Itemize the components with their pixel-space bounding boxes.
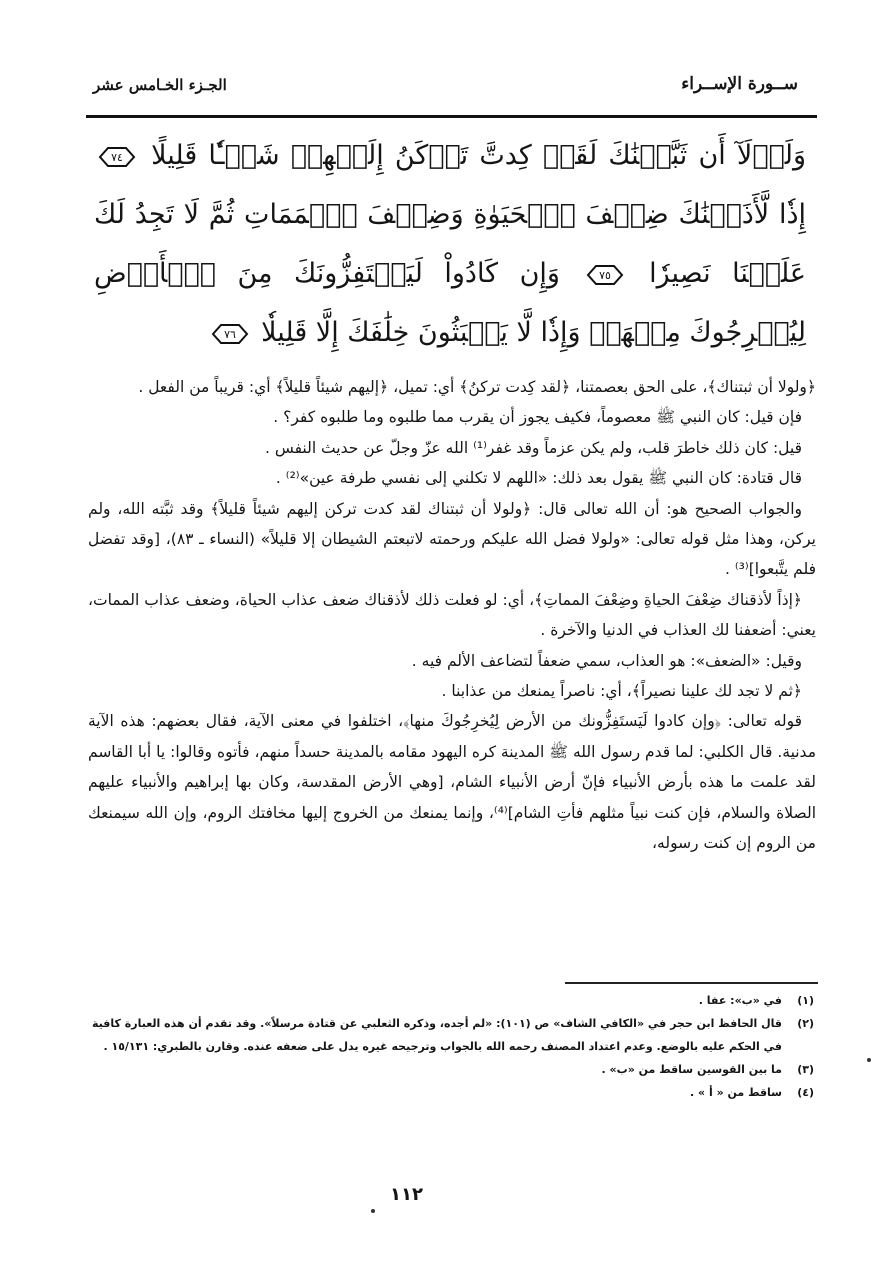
- scan-speck: [371, 1209, 375, 1213]
- page-number: ١١٢: [390, 1184, 423, 1205]
- svg-text:٧٥: ٧٥: [598, 268, 611, 282]
- paragraph-3: قيل: كان ذلك خاطرَ قلب، ولم يكن عزماً وقد غفر⁽¹⁾ الله عزّ وجلّ عن حديث النفس .: [264, 438, 802, 457]
- footnote-rule: [565, 982, 818, 984]
- ayah-marker-75: [586, 263, 624, 287]
- surah-header: ســورة الإســراء: [681, 74, 798, 94]
- footnote-text: ساقط من « أ » .: [690, 1086, 782, 1099]
- header-rule: [86, 115, 817, 118]
- footnote-number: (١): [797, 994, 814, 1007]
- svg-text:٧٦: ٧٦: [223, 327, 236, 341]
- paragraph-5: والجواب الصحيح هو: أن الله تعالى قال: ﴿ولولا أن ثبتناك لقد كدت تركن إليهم شيئاً قليلاً﴾ وقد ثبَّته الله، ولم يركن، وهذا مثل قوله تعالى: «ولولا فضل الله عليكم ورحمته لاتبعتم الشيطان إلا قليلاً» (النساء ـ ٨٣)، [وقد تفضل فلم يتَّبعوا]⁽³⁾ .: [88, 499, 816, 579]
- paragraph-7: وقيل: «الضعف»: هو العذاب، سمي ضعفاً لتضاعف الألم فيه .: [411, 651, 802, 670]
- paragraph-6: ﴿إذاً لأذقناك ضِعْفَ الحياةِ وضِعْفَ المماتِ﴾، أي: لو فعلت ذلك لأذقناك ضعف عذاب الحياة، وضعف عذاب الممات، يعني: أضعفنا لك العذاب في الدنيا والآخرة .: [88, 590, 816, 640]
- footnote-4: [92, 1081, 814, 1104]
- scan-speck: [867, 1058, 871, 1062]
- footnote-1: [92, 989, 814, 1012]
- paragraph-9: قوله تعالى: ﴿وإن كادوا لَيَستَفِزُّونك من الأرض لِيُخرِجُوكَ منها﴾، اختلفوا في معنى الآية، فقال بعضهم: هذه الآية مدنية. قال الكلبي: لما قدم رسول الله ﷺ المدينة كره اليهود مقامه بالمدينة حسداً منهم، فأتوه وقالوا: يا أبا القاسم لقد علمت ما هذه بأرض الأنبياء فإنّ أرض الأنبياء الشام، [وهي الأرض المقدسة، وكان بها إبراهيم والأنبياء عليهم الصلاة والسلام، فإن كنت نبياً مثلهم فأتِ الشام]⁽⁴⁾، وإنما يمنعك من الخروج إليها مخافتك الروم، وإن الله سيمنعك من الروم إن كنت رسوله،: [88, 712, 816, 853]
- paragraph-8: ﴿ثم لا تجد لك علينا نصيراً﴾، أي: ناصراً يمنعك من عذابنا .: [441, 682, 802, 701]
- footnotes: [92, 989, 814, 1104]
- footnote-text: ما بين القوسين ساقط من «ب» .: [601, 1063, 782, 1076]
- ayah-ornament-icon: [586, 263, 624, 287]
- ayah-marker-74: [98, 145, 136, 169]
- footnote-2: [92, 1012, 814, 1058]
- footnote-number: (٤): [797, 1086, 814, 1099]
- verse-75-text: إِذٗا لَّأَذَقۡنَٰكَ ضِعۡفَ ٱلۡحَيَوٰةِ وَضِعۡفَ ٱلۡمَمَاتِ ثُمَّ لَا تَجِدُ لَكَ عَلَيۡنَا نَصِيرٗا: [94, 199, 806, 289]
- footnote-number: (٢): [797, 1017, 814, 1030]
- ayah-ornament-icon: [98, 145, 136, 169]
- paragraph-2: فإن قيل: كان النبي ﷺ معصوماً، فكيف يجوز أن يقرب مما طلبوه وما طلبوه كفر؟ .: [273, 408, 802, 427]
- footnote-text: قال الحافظ ابن حجر في «الكافي الشاف» ص (١٠١): «لم أجده، وذكره الثعلبي عن قتادة مرسلاً». وقد تقدم أن هذه العبارة كافية في الحكم عليه بالوضع. وعدم اعتداد المصنف رحمه الله بالجواب وترجيحه غيره يدل على ضعفه عنده. وقارن بالطبري: ١٥/١٣١ .: [92, 1017, 782, 1053]
- paragraph-1: ﴿ولولا أن ثبتناك﴾، على الحق بعصمتنا، ﴿لقد كِدت تركنُ﴾ أي: تميل، ﴿إليهم شيئاً قليلاً﴾ أي: قريباً من الفعل .: [138, 378, 816, 396]
- tafsir-body: [88, 372, 816, 859]
- verse-76-text: وَإِن كَادُواْ لَيَسۡتَفِزُّونَكَ مِنَ ٱلۡأَرۡضِ لِيُخۡرِجُوكَ مِنۡهَاۖ وَإِذٗا لَّا يَلۡبَثُونَ خِلَٰفَكَ إِلَّا قَلِيلٗا: [94, 258, 806, 348]
- footnote-text: في «ب»: عفا .: [698, 994, 782, 1007]
- juz-header: الجـزء الخـامس عشر: [93, 76, 227, 94]
- footnote-3: [92, 1058, 814, 1081]
- quran-verses: [94, 126, 806, 362]
- ayah-marker-76: [211, 322, 249, 346]
- svg-text:٧٤: ٧٤: [111, 150, 123, 164]
- footnote-number: (٣): [797, 1063, 814, 1076]
- ayah-ornament-icon: [211, 322, 249, 346]
- paragraph-4: قال قتادة: كان النبي ﷺ يقول بعد ذلك: «اللهم لا تكلني إلى نفسي طرفة عين»⁽²⁾ .: [275, 469, 802, 488]
- verse-74-text: وَلَوۡلَآ أَن ثَبَّتۡنَٰكَ لَقَدۡ كِدتَّ تَرۡكَنُ إِلَيۡهِمۡ شَيۡـٔٗا قَلِيلًا: [151, 140, 806, 171]
